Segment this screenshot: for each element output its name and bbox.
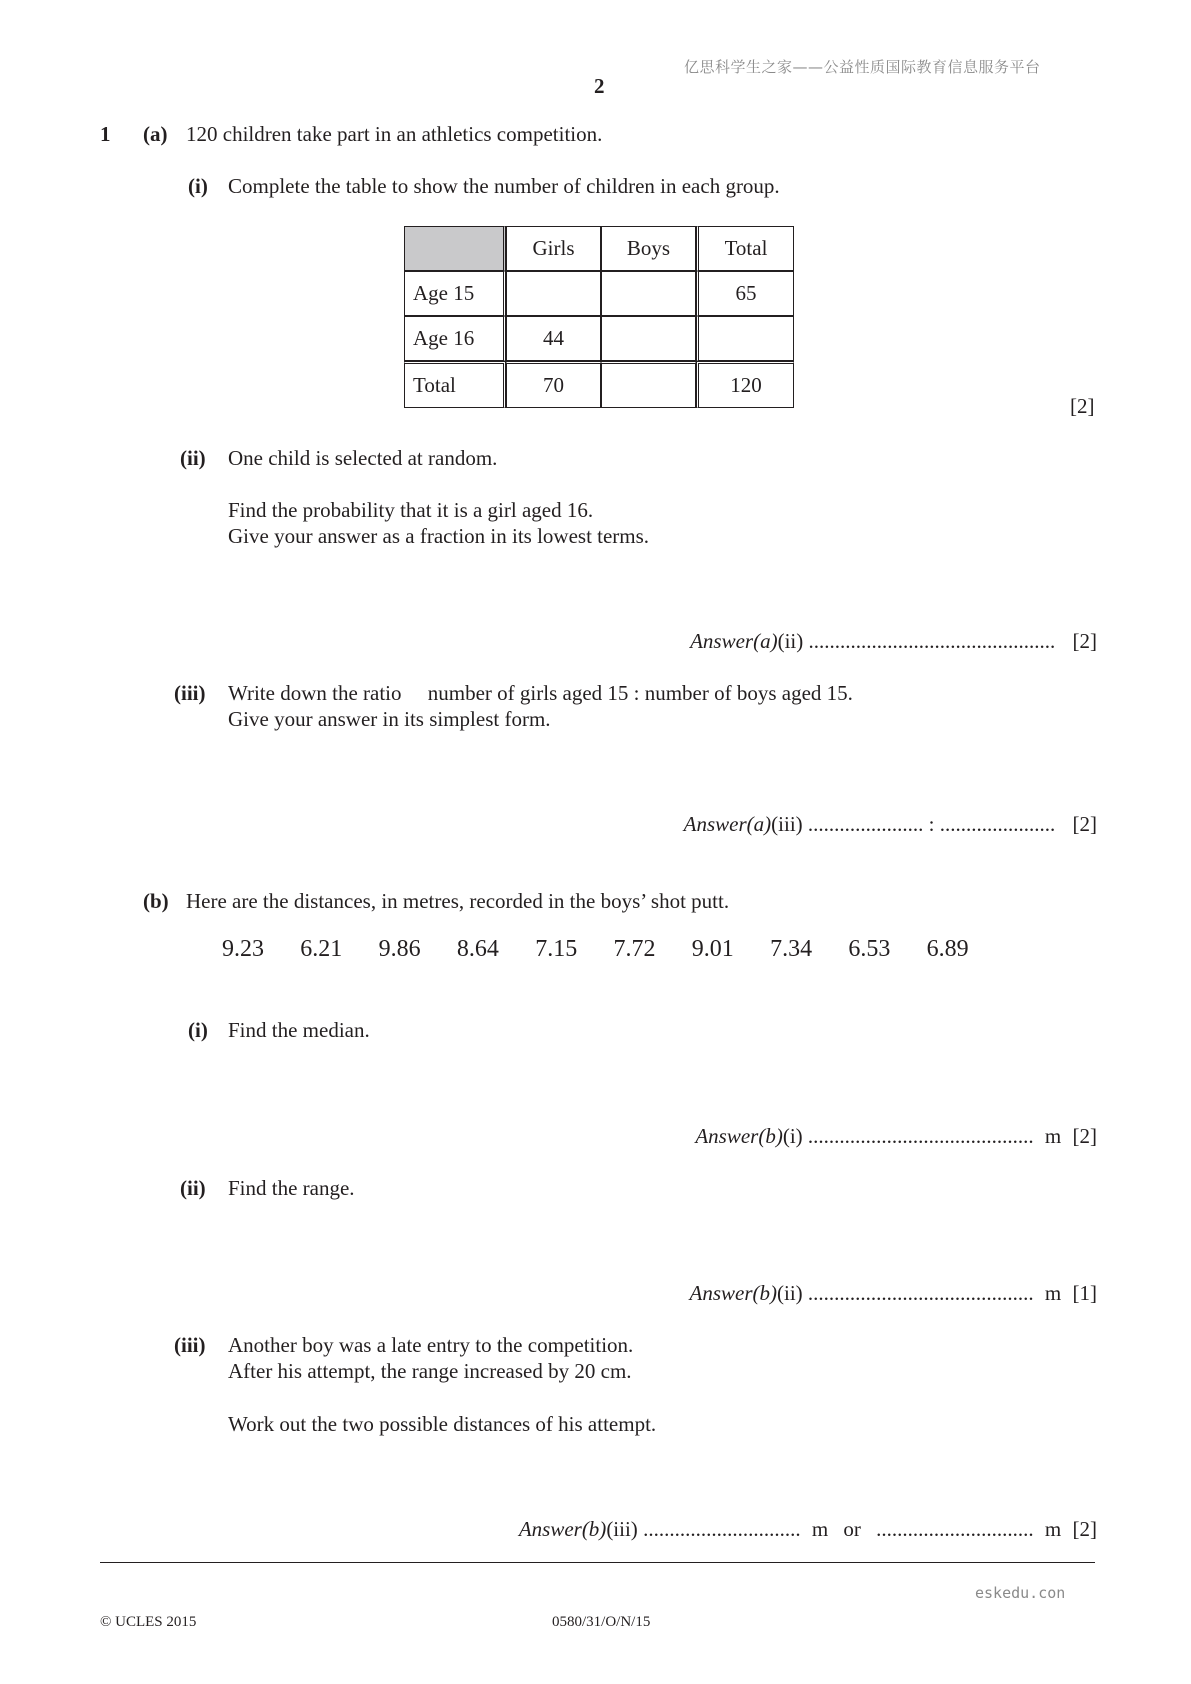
paper-code: 0580/31/O/N/15: [552, 1614, 651, 1630]
answer-b-ii-blank[interactable]: ...........................................: [807, 1281, 1034, 1305]
part-a-label: (a): [143, 122, 168, 146]
table-cell[interactable]: [506, 271, 601, 316]
table-cell: 44: [506, 316, 601, 361]
table-header-boys: Boys: [601, 226, 696, 271]
table-cell[interactable]: [601, 361, 696, 408]
part-b-iii-label: (iii): [174, 1333, 206, 1357]
table-row: [404, 316, 794, 361]
distance-value: 7.72: [613, 936, 656, 962]
part-b-ii-label: (ii): [180, 1176, 206, 1200]
distance-value: 7.15: [535, 936, 578, 962]
answer-a-iii-line: [684, 811, 1097, 837]
table-row: [404, 361, 794, 408]
part-a-text: 120 children take part in an athletics competition.: [186, 122, 603, 146]
answer-b-i-line: [695, 1123, 1097, 1149]
site-watermark: eskedu.con: [975, 1584, 1066, 1602]
answer-label: Answer(b): [518, 1517, 607, 1541]
table-cell[interactable]: [601, 271, 696, 316]
table-row-label: Age 15: [404, 271, 506, 316]
table-header-row: [404, 226, 794, 271]
answer-label: Answer(a): [683, 812, 772, 836]
distance-value: 6.89: [926, 936, 969, 962]
answer-a-ii-marks: [2]: [1072, 629, 1097, 653]
watermark-text: 亿思科学生之家——公益性质国际教育信息服务平台: [684, 58, 1041, 76]
table-header-total: Total: [696, 226, 794, 271]
answer-b-i-marks: [2]: [1072, 1124, 1097, 1148]
answer-a-iii-marks: [2]: [1072, 812, 1097, 836]
part-a-i-label: (i): [188, 174, 208, 198]
answer-b-iii-blank-2[interactable]: ..............................: [876, 1517, 1034, 1541]
footer-divider: [100, 1562, 1095, 1563]
answer-a-ii-line: [690, 628, 1097, 654]
part-b-iii-line1: Another boy was a late entry to the competition.: [228, 1333, 634, 1357]
answer-label: Answer(b): [689, 1281, 777, 1305]
part-b-ii-text: Find the range.: [228, 1176, 355, 1200]
table-cell[interactable]: [601, 316, 696, 361]
distances-list: [222, 936, 1005, 963]
part-a-i-text: Complete the table to show the number of children in each group.: [228, 174, 780, 198]
answer-unit: m: [1044, 1517, 1062, 1541]
answer-part: (iii): [606, 1517, 638, 1541]
copyright-text: © UCLES 2015: [100, 1614, 197, 1630]
answer-unit: m: [811, 1517, 829, 1541]
part-a-ii-line3: Give your answer as a fraction in its lowest terms.: [228, 524, 650, 548]
distance-value: 9.01: [691, 936, 734, 962]
table-cell[interactable]: [696, 316, 794, 361]
page-number: 2: [594, 74, 605, 98]
part-a-ii-line1: One child is selected at random.: [228, 446, 498, 470]
answer-part: (iii): [771, 812, 803, 836]
question-number: 1: [100, 122, 111, 146]
answer-unit: m: [1044, 1124, 1062, 1148]
distance-value: 6.53: [848, 936, 891, 962]
children-table: [404, 226, 794, 408]
table-header-girls: Girls: [506, 226, 601, 271]
part-a-ii-line2: Find the probability that it is a girl aged 16.: [228, 498, 594, 522]
answer-or-text: or: [843, 1517, 861, 1541]
table-corner-cell: [404, 226, 506, 271]
answer-b-iii-marks: [2]: [1072, 1517, 1097, 1541]
part-b-i-text: Find the median.: [228, 1018, 370, 1042]
answer-b-ii-marks: [1]: [1072, 1281, 1097, 1305]
answer-label: Answer(b): [695, 1124, 783, 1148]
part-b-iii-line2: After his attempt, the range increased by 20 cm.: [228, 1359, 632, 1383]
answer-part: (ii): [777, 1281, 803, 1305]
distance-value: 9.23: [222, 936, 264, 962]
distance-value: 9.86: [378, 936, 421, 962]
answer-b-i-blank[interactable]: ...........................................: [807, 1124, 1034, 1148]
part-a-iii-line2: Give your answer in its simplest form.: [228, 707, 551, 731]
part-b-i-label: (i): [188, 1018, 208, 1042]
table-row-label: Total: [404, 361, 506, 408]
answer-b-iii-line: [519, 1516, 1097, 1542]
table-row: [404, 271, 794, 316]
part-b-text: Here are the distances, in metres, recorded in the boys’ shot putt.: [186, 889, 730, 913]
part-a-ii-label: (ii): [180, 446, 206, 470]
part-b-iii-line3: Work out the two possible distances of his attempt.: [228, 1412, 657, 1436]
part-a-iii-label: (iii): [174, 681, 206, 705]
table-cell: 70: [506, 361, 601, 408]
distance-value: 8.64: [456, 936, 499, 962]
answer-part: (i): [782, 1124, 803, 1148]
table-cell: 65: [696, 271, 794, 316]
table-cell: 120: [696, 361, 794, 408]
answer-a-iii-blank[interactable]: ...................... : ......................: [807, 812, 1056, 836]
distance-value: 7.34: [770, 936, 813, 962]
answer-label: Answer(a): [690, 629, 778, 653]
answer-a-ii-blank[interactable]: ...............................................: [808, 629, 1056, 653]
part-b-label: (b): [143, 889, 169, 913]
part-a-iii-line1: Write down the ratio number of girls aged 15 : number of boys aged 15.: [228, 681, 853, 705]
answer-part: (ii): [777, 629, 804, 653]
answer-b-iii-blank-1[interactable]: ..............................: [643, 1517, 801, 1541]
part-a-i-marks: [2]: [1070, 394, 1095, 418]
answer-unit: m: [1044, 1281, 1062, 1305]
table-row-label: Age 16: [404, 316, 506, 361]
distance-value: 6.21: [300, 936, 343, 962]
answer-b-ii-line: [690, 1280, 1098, 1306]
